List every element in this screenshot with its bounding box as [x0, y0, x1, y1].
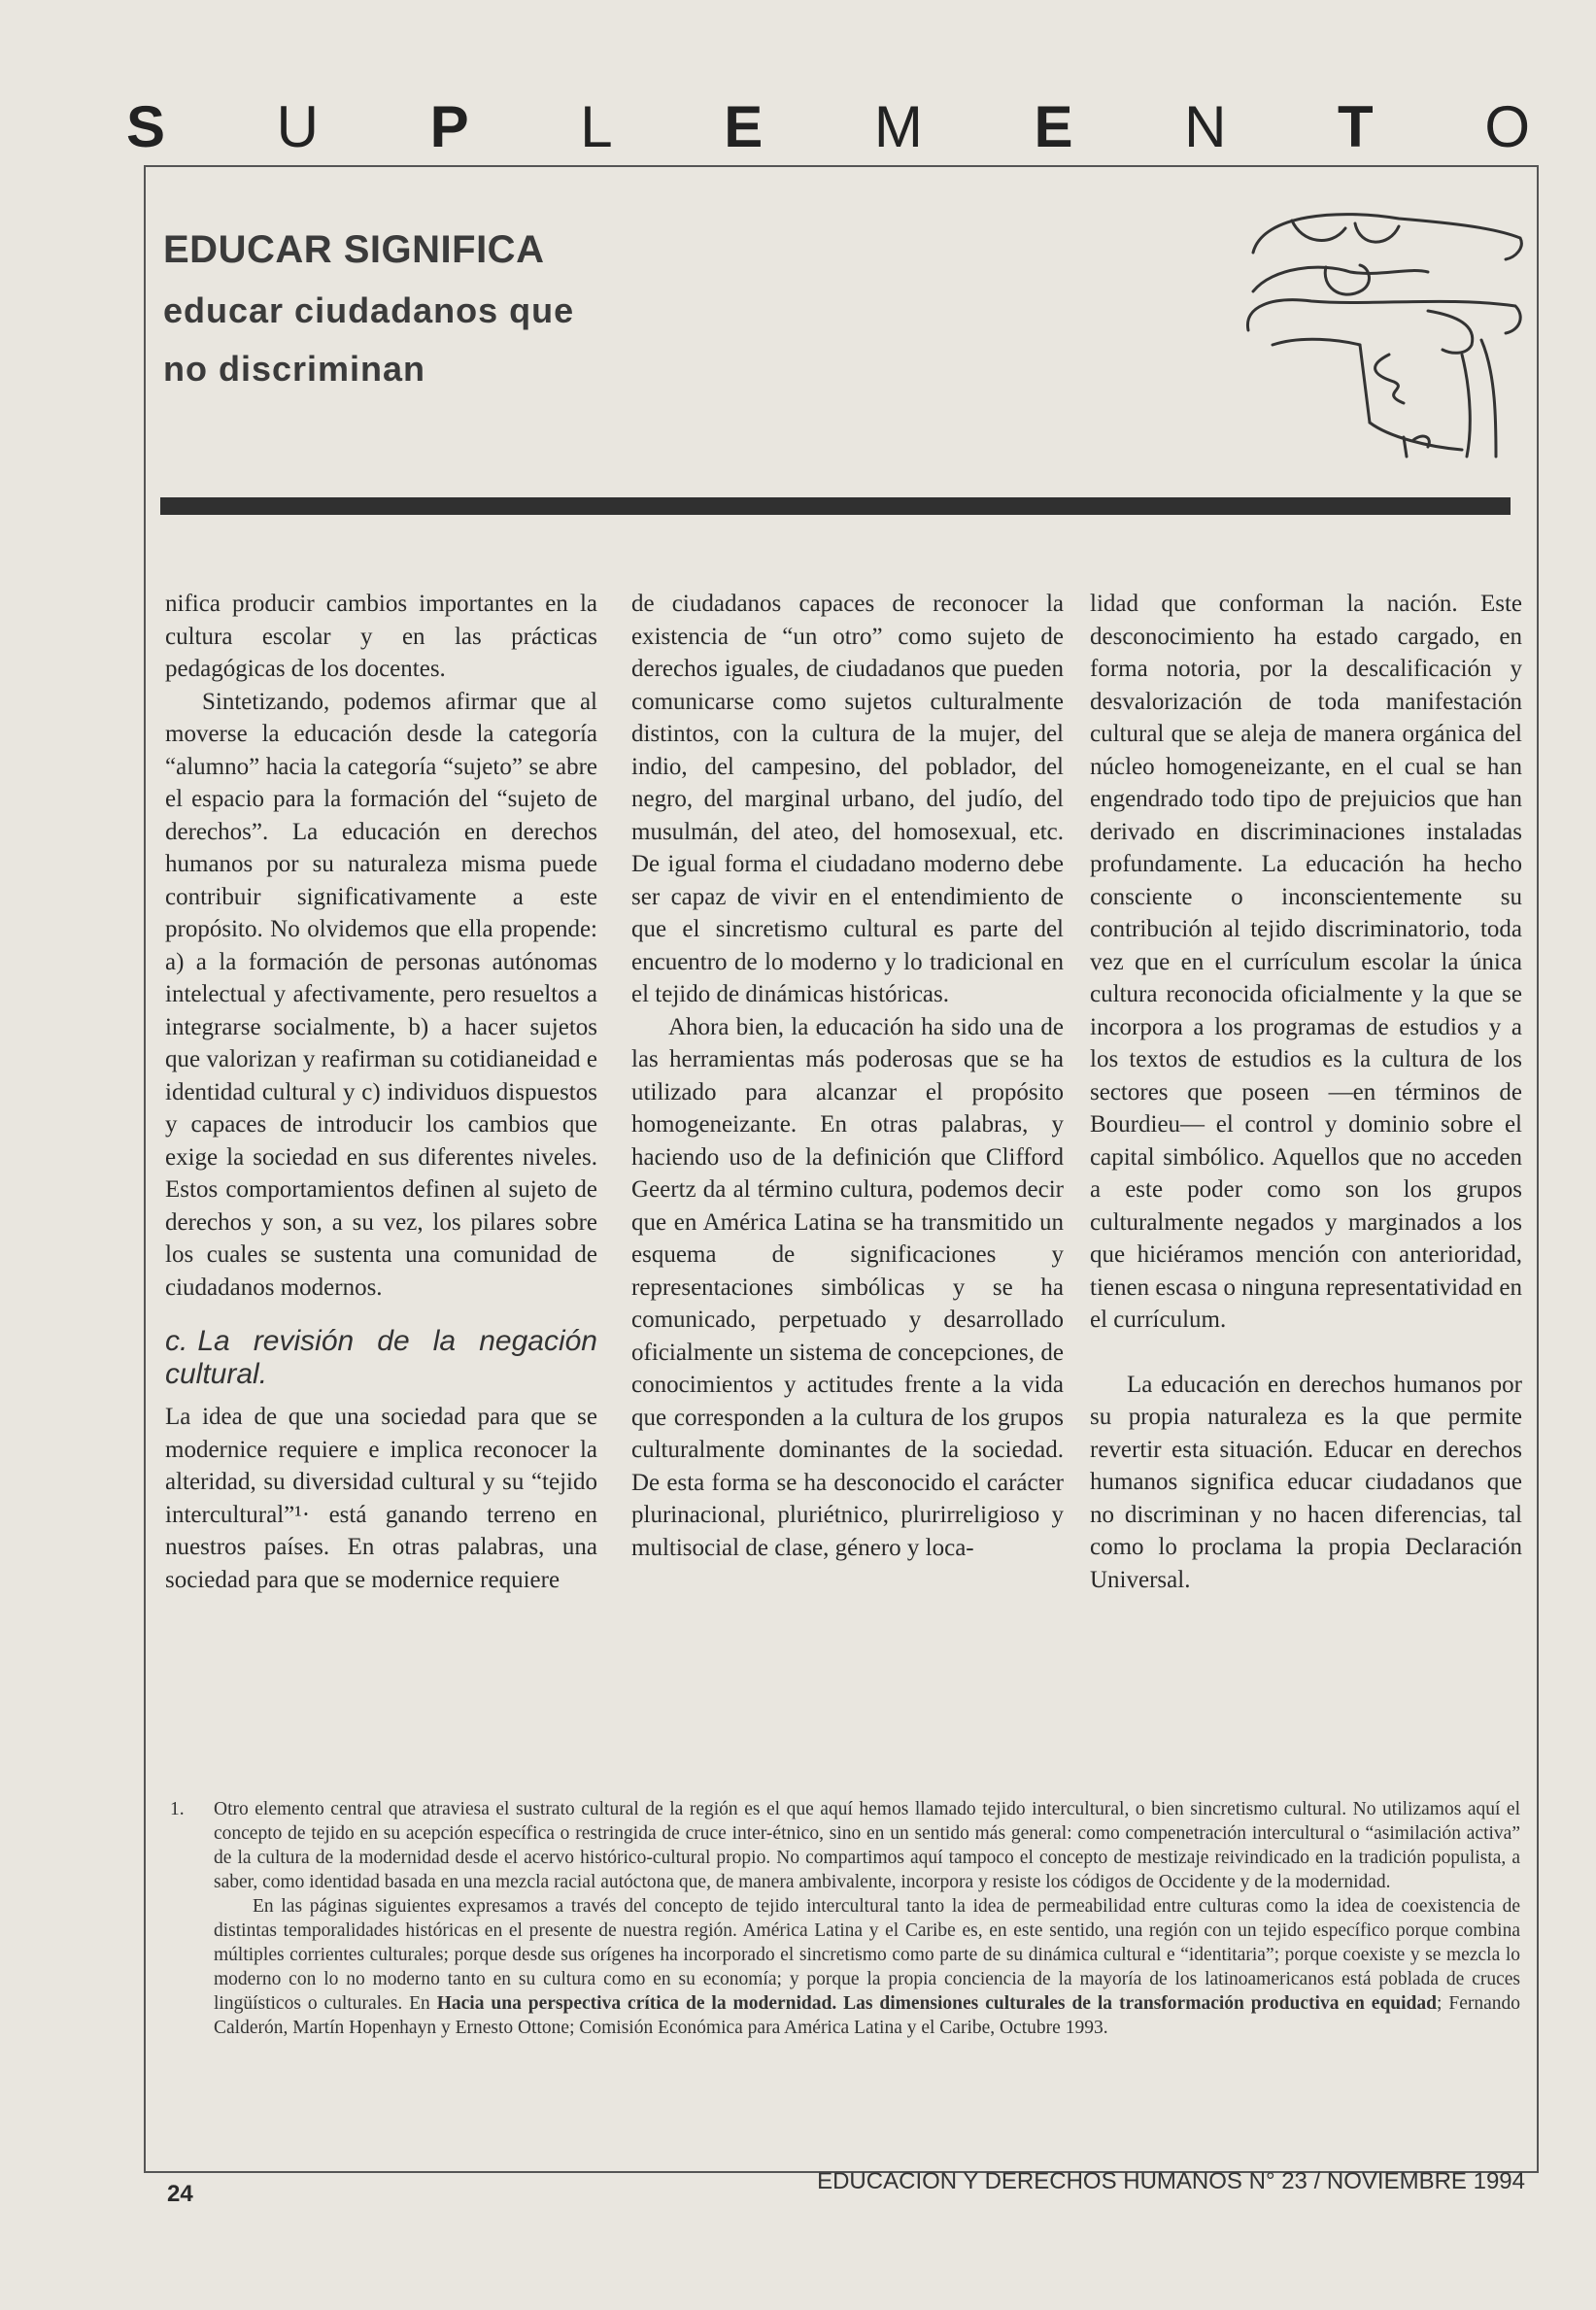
- paragraph: de ciudadanos capaces de reconocer la existencia de “un otro” como sujeto de derechos iguales, de ciudadanos que pueden comunicarse como sujetos culturalmente distintos, con la cultura de la mujer, del indio, del campesino, del poblador, del negro, del marginal urbano, del judío, del musulmán, del ateo, del homosexual, etc. De igual forma el ciudadano moderno debe ser capaz de vivir en el entendimiento de que el sincretismo cultural es parte del encuentro de lo moderno y lo tradicional en el tejido de dinámicas históricas.: [631, 591, 1064, 1007]
- masthead-letter: O: [1484, 93, 1530, 159]
- paragraph: nifica producir cambios importantes en la cultura escolar y en las prácticas pedagógicas de los docentes.: [165, 591, 597, 682]
- masthead-letter: P: [429, 93, 469, 159]
- section-subheading: [165, 1325, 597, 1391]
- footnote-1-continued: [170, 1894, 1520, 2040]
- title-line-2: educar ciudadanos que: [163, 290, 575, 330]
- footnote-number: 1.: [170, 1799, 185, 1819]
- masthead-letter: L: [580, 93, 613, 159]
- footnote-text: En las páginas siguientes expresamos a través del concepto de tejido intercultural tanto la idea de permeabilidad entre culturas como la idea de coexistencia de distintas temporalidades históricas en el presente de nuestra región. América Latina y el Caribe es, en este sentido, una región con un tejido específico porque combina múltiples corrientes culturales; porque desde sus orígenes ha incorporado el sincretismo como parte de su dinámica cultural e “identitaria”; porque coexiste y se mezcla lo moderno con lo no moderno tanto en su cultura como en su economía; y porque la propia conciencia de la mayoría de los latinoamericanos está poblada de cruces lingüísticos o culturales. En: [214, 1896, 1520, 2014]
- article-title: [163, 228, 843, 398]
- masthead-letter: S: [126, 93, 166, 159]
- paragraph: La educación en derechos humanos por su propia naturaleza es la que permite revertir esta situación. Educar en derechos humanos significa educar ciudadanos que no discriminan y no hacen diferencias, tal como lo proclama la propia Declaración Universal.: [1090, 1371, 1522, 1593]
- footnote-text: Otro elemento central que atraviesa el sustrato cultural de la región es el que aquí hemos llamado tejido intercultural, o bien sincretismo cultural. No utilizamos aquí el concepto de tejido en su acepción específica o restringida de cruce inter-étnico, sino en un sentido más general: como compenetración intercultural o “asimilación activa” de la cultura de la modernidad desde el acervo histórico-cultural propio. No compartimos aquí tampoco el concepto de mestizaje reivindicado en la tradición populista, a saber, como identidad basada en una mezcla racial autóctona que, de manera ambivalente, incorpora y resiste los códigos de Occidente y de la modernidad.: [214, 1799, 1520, 1892]
- title-divider-bar: [160, 497, 1511, 515]
- footnotes: [170, 1797, 1520, 2040]
- masthead-letter: M: [873, 93, 923, 159]
- masthead-letter: E: [724, 93, 764, 159]
- page-number: 24: [167, 2181, 193, 2207]
- subheading-label: c.: [165, 1325, 188, 1357]
- subheading-text: La revisión de la negación cultural.: [165, 1325, 597, 1390]
- masthead-letter: T: [1338, 93, 1374, 159]
- paragraph: lidad que conforman la nación. Este desconocimiento ha estado cargado, en forma notoria, por la descalificación y desvalorización de toda manifestación cultural que se aleja de manera orgánica del núcleo homogeneizante, en el cual se han engendrado todo tipo de prejuicios que han derivado en discriminaciones instaladas profundamente. La educación ha hecho consciente o inconscientemente su contribución al tejido discriminatorio, toda vez que en el currículum escolar la única cultura reconocida oficialmente y la que se incorpora a los programas de estudios y a los textos de estudios es la cultura de los sectores que poseen —en términos de Bourdieu— el control y dominio sobre el capital simbólico. Aquellos que no acceden a este poder como son los grupos culturalmente negados y marginados a los que hiciéramos mención con anterioridad, tienen escasa o ninguna representatividad en el currículum.: [1090, 591, 1522, 1333]
- column-3: [1090, 588, 1522, 1596]
- masthead-letter: U: [276, 93, 319, 159]
- title-line-3: no discriminan: [163, 349, 426, 389]
- column-2: [631, 588, 1064, 1564]
- paragraph: Ahora bien, la educación ha sido una de las herramientas más poderosas que se ha utilizado para alcanzar el propósito homogeneizante. En otras palabras, y haciendo uso de la definición que Clifford Geertz da al término cultura, podemos decir que en América Latina se ha transmitido un esquema de significaciones y representaciones simbólicas y se ha comunicado, perpetuado y desarrollado oficialmente un sistema de concepciones, de conocimientos y actitudes frente a la vida que corresponden a la cultura de los grupos culturalmente dominantes de la sociedad. De esta forma se ha desconocido el carácter plurinacional, pluriétnico, plurirreligioso y multisocial de clase, género y loca-: [631, 1013, 1064, 1561]
- column-1: [165, 588, 597, 1596]
- masthead-letter: N: [1184, 93, 1227, 159]
- footnote-text: ; Fernando Calderón, Martín Hopenhayn y Ernesto Ottone; Comisión Económica para América Latina y el Caribe, Octubre 1993.: [214, 1993, 1520, 2038]
- masthead-letter: E: [1034, 93, 1073, 159]
- title-line-1: EDUCAR SIGNIFICA: [163, 228, 545, 271]
- paragraph: Sintetizando, podemos afirmar que al moverse la educación desde la categoría “alumno” hacia la categoría “sujeto” se abre el espacio para la formación del “sujeto de derechos”. La educación en derechos humanos por su naturaleza misma puede contribuir significativamente a este propósito. No olvidemos que ella propende: a) a la formación de personas autónomas intelectual y afectivamente, pero resueltos a integrarse socialmente, b) a hacer sujetos que valorizan y reafirman su cotidianeidad e identidad cultural y c) individuos dispuestos y capaces de introducir los cambios que exige la sociedad en sus diferentes niveles. Estos comportamientos definen al sujeto de derechos y son, a su vez, los pilares sobre los cuales se sustenta una comunidad de ciudadanos modernos.: [165, 688, 597, 1301]
- supplement-masthead: [126, 92, 1530, 160]
- head-sketch-logo: [1234, 199, 1535, 471]
- footnote-book-title: Hacia una perspectiva crítica de la modernidad. Las dimensiones culturales de la transformación productiva en equidad: [436, 1993, 1437, 2014]
- footnote-1: [170, 1797, 1520, 1894]
- paragraph: La idea de que una sociedad para que se modernice requiere e implica reconocer la alteridad, su diversidad cultural y su “tejido intercultural”¹· está ganando terreno en nuestros países. En otras palabras, una sociedad para que se modernice requiere: [165, 1404, 597, 1593]
- publication-footer: EDUCACION Y DERECHOS HUMANOS N° 23 / NOVIEMBRE 1994: [817, 2168, 1525, 2194]
